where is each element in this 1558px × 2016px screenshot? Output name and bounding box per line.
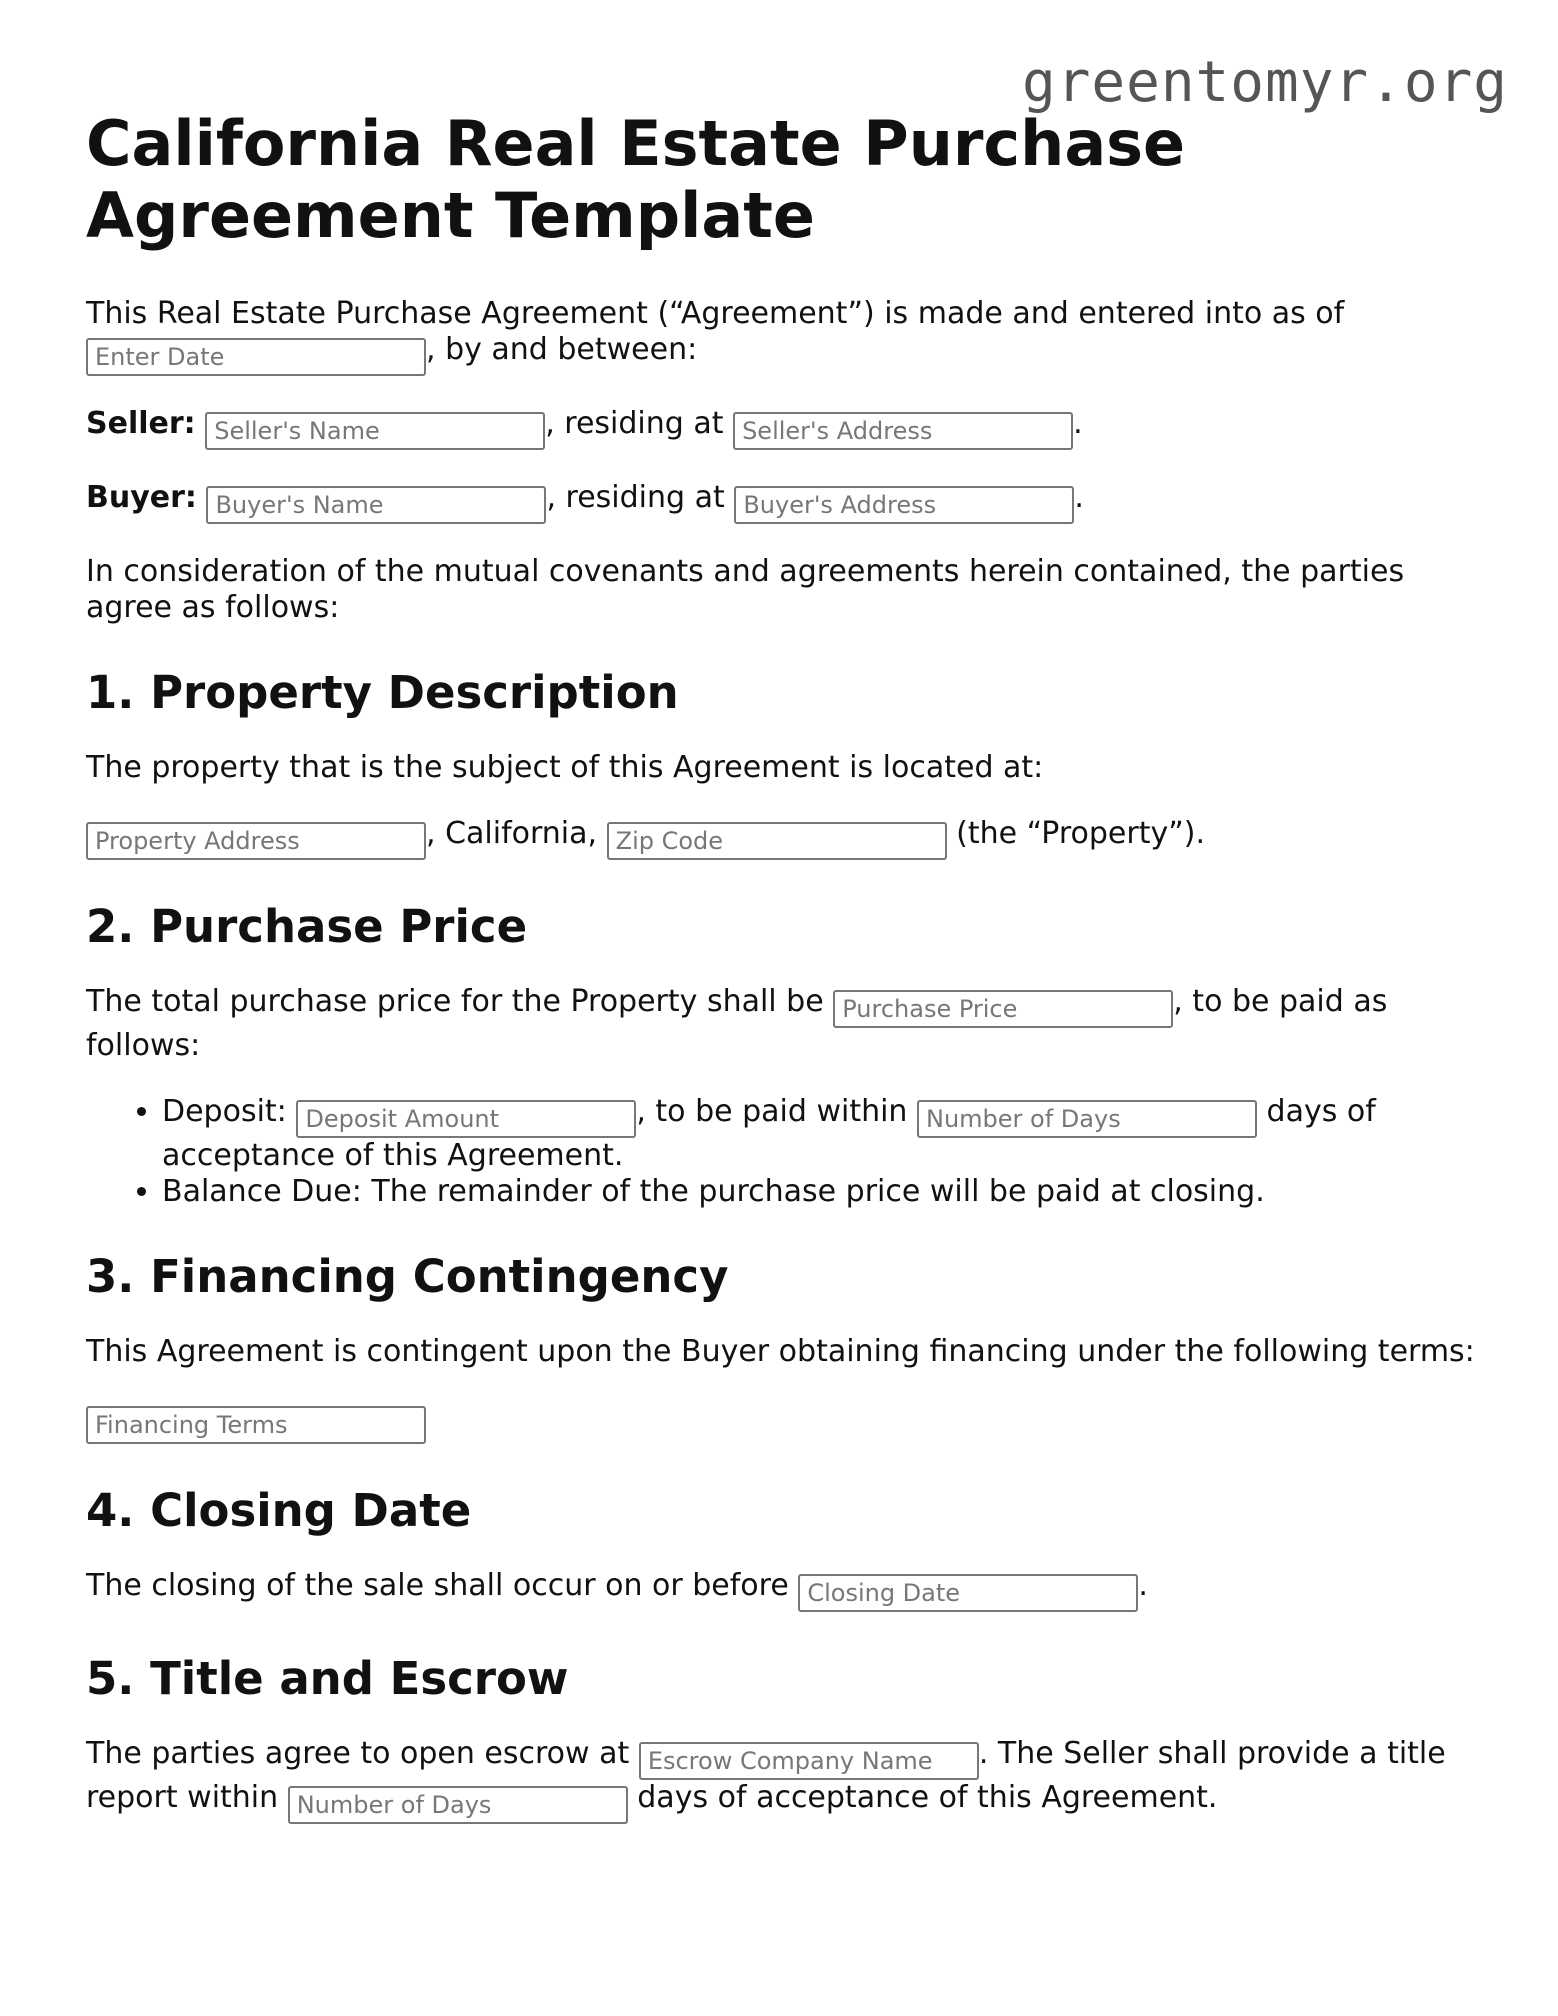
financing-terms-field[interactable] — [86, 1406, 426, 1444]
zip-code-field[interactable] — [607, 822, 947, 860]
buyer-line-end: . — [1074, 480, 1084, 515]
deposit-days-field[interactable] — [917, 1100, 1257, 1138]
property-end-text: (the “Property”). — [956, 816, 1205, 851]
closing-line-end: . — [1138, 1568, 1148, 1603]
seller-address-field[interactable] — [733, 412, 1073, 450]
purchase-price-text: The total purchase price for the Property shall be — [86, 984, 824, 1019]
deposit-amount-field[interactable] — [296, 1100, 636, 1138]
buyer-line — [86, 480, 1476, 524]
escrow-text: The parties agree to open escrow at — [86, 1736, 630, 1771]
property-address-line — [86, 816, 1476, 860]
california-text: , California, — [426, 816, 598, 851]
agreement-document — [86, 108, 1476, 1854]
intro-text-after: , by and between: — [426, 332, 698, 367]
page-title: California Real Estate Purchase Agreement Template — [86, 107, 1186, 252]
intro-text: This Real Estate Purchase Agreement (“Agreement”) is made and entered into as of — [86, 296, 1345, 331]
deposit-end-text: days of acceptance of this Agreement. — [162, 1094, 1376, 1173]
seller-line-end: . — [1073, 406, 1083, 441]
buyer-label: Buyer: — [86, 480, 197, 515]
purchase-price-field[interactable] — [833, 990, 1173, 1028]
escrow-company-field[interactable] — [639, 1742, 979, 1780]
title-report-days-field[interactable] — [288, 1786, 628, 1824]
section-heading-escrow: 5. Title and Escrow — [86, 1652, 569, 1705]
site-watermark: greentomyr.org — [1021, 50, 1508, 115]
escrow-end-text: days of acceptance of this Agreement. — [637, 1780, 1218, 1815]
closing-text: The closing of the sale shall occur on or before — [86, 1568, 789, 1603]
financing-text: This Agreement is contingent upon the Buyer obtaining financing under the following terms: — [86, 1334, 1475, 1369]
escrow-mid-text: . The Seller shall provide a title report within — [86, 1736, 1446, 1815]
payment-list — [86, 1094, 1476, 1210]
deposit-label: Deposit: — [162, 1094, 287, 1129]
balance-item: • Balance Due: The remainder of the purchase price will be paid at closing. — [162, 1174, 1476, 1210]
seller-line — [86, 406, 1476, 450]
seller-name-field[interactable] — [205, 412, 545, 450]
agreement-date-field[interactable] — [86, 338, 426, 376]
section-heading-closing: 4. Closing Date — [86, 1484, 472, 1537]
closing-date-field[interactable] — [798, 1574, 1138, 1612]
deposit-item — [162, 1094, 1476, 1174]
section-heading-property: 1. Property Description — [86, 666, 679, 719]
seller-label: Seller: — [86, 406, 196, 441]
section-heading-financing: 3. Financing Contingency — [86, 1250, 729, 1303]
purchase-price-text-after: , to be paid as follows: — [86, 984, 1388, 1063]
intro-paragraph — [86, 296, 1476, 376]
section-heading-price: 2. Purchase Price — [86, 900, 528, 953]
property-address-field[interactable] — [86, 822, 426, 860]
closing-paragraph — [86, 1568, 1476, 1612]
consideration-paragraph: In consideration of the mutual covenants and agreements herein contained, the parties agree as follows: — [86, 554, 1405, 625]
buyer-address-field[interactable] — [734, 486, 1074, 524]
property-text: The property that is the subject of this Agreement is located at: — [86, 750, 1044, 785]
escrow-paragraph — [86, 1736, 1476, 1824]
buyer-residing-text: , residing at — [546, 480, 725, 515]
financing-field-line — [86, 1400, 1476, 1444]
seller-residing-text: , residing at — [545, 406, 724, 441]
buyer-name-field[interactable] — [206, 486, 546, 524]
purchase-price-paragraph — [86, 984, 1476, 1064]
deposit-mid-text: , to be paid within — [636, 1094, 908, 1129]
